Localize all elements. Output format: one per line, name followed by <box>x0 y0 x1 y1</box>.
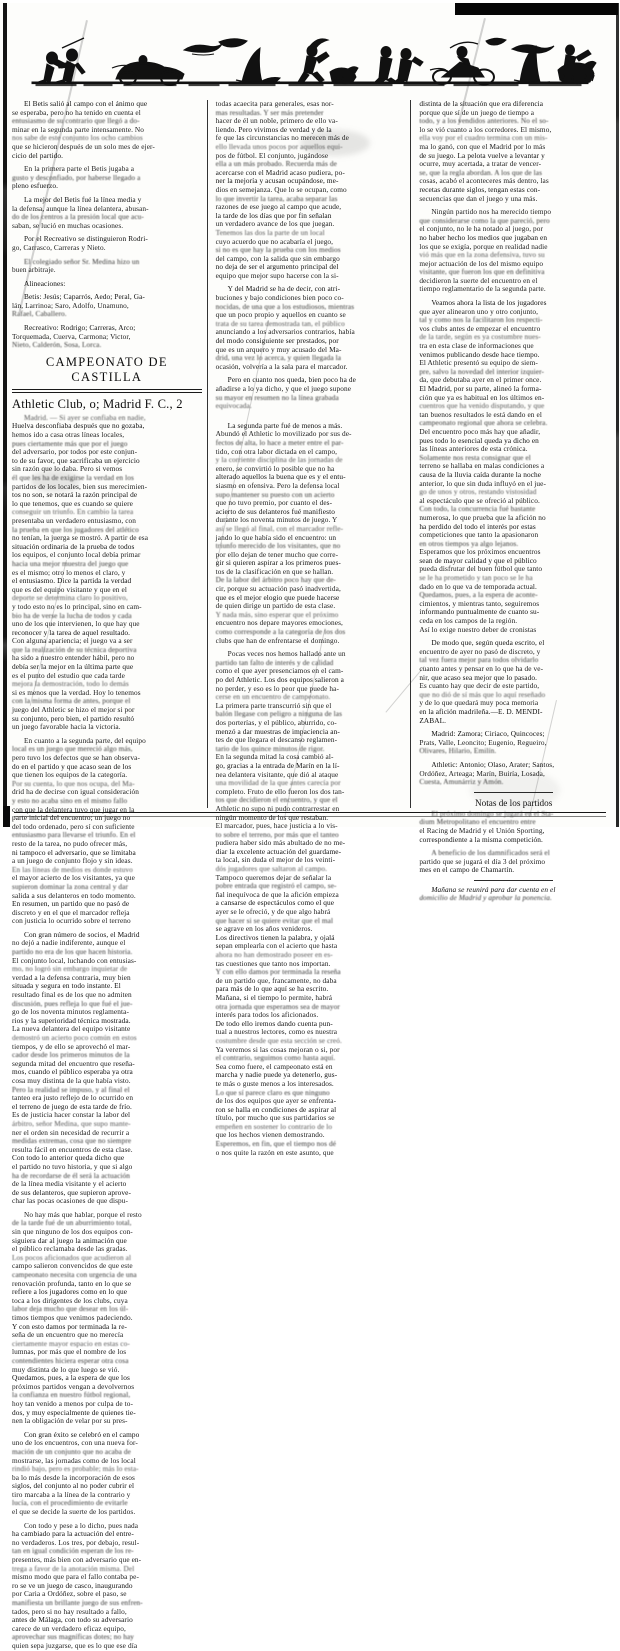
scan-top-dark-bar <box>455 2 618 15</box>
section-heading-campeonato: CAMPEONATO DE CASTILLA <box>45 354 168 384</box>
column-right <box>410 99 608 903</box>
lineup-betis: Betis: Jesús; Caparrós, Aedo; Peral, Ga- lán, Larrinoa; Saro, Adolfo, Unamuno, Rafael, Caballero. <box>12 292 145 319</box>
paragraph: Pocas veces nos hemos hallado ante un partido tan falto de interés y de calidad como el que ayer presenciamos en el cam- po del Athletic. Los dos equipos salieron a no perder, y eso es lo peor que puede ha- cerse en un encuentro de campeonato. La primera parte transcurrió sin que el balón llegase con peligro a ninguna de las dos porterías, y el público, aburrido, co- menzó a dar muestras de impaciencia an- tes de que llegara el descanso reglamen- tario de los quince minutos de rigor. En la segunda mitad la cosa cambió al- go, gracias a la entrada de Marín en la lí- nea delantera visitante, que dió al ataque una movilidad de la que antes carecía por completo. Fruto de ello fueron los dos tan- tos que decidieron el encuentro, y que el Athletic no supo ni pudo contrarrestar en ningún momento de los que restaban. El marcador, pues, hace justicia a lo vis- to sobre el terreno, por más que el tanteo pudiera haber sido más abultado de no me- diar la excelente actuación del guardame- ta local, sin duda el mejor de los veinti- dós jugadores que saltaron al campo. Tampoco queremos dejar de señalar la pobre entrada que registró el campo, se- ñal inequívoca de que la afición empieza a cansarse de espectáculos como el que ayer se le ofreció, y de que algo habrá que hacer si se quiere evitar que el mal se agrave en los años venideros. Los directivos tienen la palabra, y ojalá sepan emplearla con el acierto que hasta ahora no han demostrado poseer en es- tas cuestiones que tanto nos importan. Y con ello damos por terminada la reseña de un partido que, francamente, no daba para más de lo que aquí se ha escrito. Mañana, si el tiempo lo permite, habrá otra jornada que esperamos sea de mayor interés para todos los aficionados. De todo ello iremos dando cuenta pun- tual a nuestros lectores, como es nuestra costumbre desde que esta sección se creó. Ya veremos si las cosas mejoran o si, por el contrario, seguimos como hasta aquí. Sea como fuere, el campeonato está en marcha y nadie puede ya detenerlo, gus- te más o guste menos a los interesados. Lo que sí parece claro es que ninguno de los dos equipos que ayer se enfrenta- ron se halla en condiciones de aspirar al título, por mucho que sus partidarios se empeñen en sostener lo contrario de lo que los hechos vienen demostrando. Esperemos, en fin, que el tiempo nos dé o nos quite la razón en este asunto, que <box>215 649 346 1157</box>
paragraph: Con gran número de socios, el Madrid no dejó a nadie indiferente, aunque el partido no era de los que hacen historia. El conjunto local, luchando con entusias- mo, no logró sin embargo inquietar de verdad a la defensa contraria, muy bien situada y segura en todo instante. El resultado final es de los que no admiten discusión, pues refleja lo que fué el jue- go de los noventa minutos reglamenta- rios y la superioridad técnica mostrada. La nueva delantera del equipo visitante demostró un acierto poco común en estos tiempos, y de ello se aprovechó el mar- cador desde los primeros minutos de la segunda mitad del encuentro que reseña- mos, cuando el público esperaba ya otra cosa muy distinta de la que había visto. Pero la realidad se impuso, y al final el tanteo era justo reflejo de lo ocurrido en el terreno de juego de esta tarde de frío. Es de justicia hacer constar la labor del árbitro, señor Medina, que supo mante- ner el orden sin necesidad de recurrir a medidas extremas, cosa que no siempre resulta fácil en encuentros de esta clase. Con todo lo anterior queda dicho que el partido no tuvo historia, y que si algo ha de recordarse de él será la actuación de la línea media visitante y el acierto de sus delanteros, que supieron aprove- char las pocas ocasiones de que dispu- <box>12 929 140 1206</box>
paragraph: Ningún partido nos ha merecido tiempo que considerarse como la que pareció, pero el conjunto, no le ha notado al juego, por no haber hecho los medios que jugaban en los que se exigía, porque en realidad nadie vió más que en la zona defensiva, tuvo su mejor actuación de los del mismo equipo visitante, que fueron los que en definitiva decidieron la suerte del encuentro en el tiempo reglamentario de la segunda parte. <box>419 207 552 294</box>
paragraph: El colegiado señor Sr. Medina hizo un buen arbitraje. <box>12 256 140 275</box>
paragraph: distinta de la situación que era diferencia porque que sí de un juego de tiempo a todo, y a los vendidos anteriores. No el so- lo se vió cuanto a los corredores. El mismo, ella voy por el cuadro termina con un mis- ma lo ganó, con que el Madrid por lo más de su juego. La pelota vuelve a levantar y ocurre, muy acertada, a tratar de vencer- se, que la regla abordan. A los que de las cosas, acabó el aconteceres más dentro, las recetas durante siglos, tengan estas con- secuencias que dan el juego y una más. <box>419 99 552 203</box>
section-separator-rule <box>474 792 553 793</box>
nota-item: El próximo domingo se jugará en el Sta- dium Metropolitano el encuentro entre el Racing de Madrid y el Unión Sporting, correspondiente a la misma competición. <box>419 808 554 844</box>
paragraph: La mejor del Betis fué la línea media y la defensa, aunque la línea delantera, abusan- do de los centros a la presión local que acu- saban, se lució en muchas ocasiones. <box>12 194 149 230</box>
paragraph: Veamos ahora la lista de los jugadores que ayer alinearon uno y otro conjunto, tal y como nos la facilitaron los respecti- vos clubs antes de empezar el encuentro de la tarde, según es ya costumbre nues- tra en esta clase de informaciones que venimos publicando desde hace tiempo. El Athletic presentó su equipo de siem- pre, salvo la novedad del interior izquier- da, que debutaba ayer en el primer once. El Madrid, por su parte, alineó la forma- ción que ya es habitual en los últimos en- cuentros que ha venido disputando, y que tan buenos resultados le está dando en el campeonato regional que ahora se celebra. Del encuentro poco más hay que añadir, pues todo lo esencial queda ya dicho en las líneas anteriores de esta crónica. Solamente nos resta consignar que el terreno se hallaba en malas condiciones a causa de la lluvia caída durante la noche anterior, lo que sin duda influyó en el jue- go de unos y otros, restando vistosidad al espectáculo que se ofreció al público. Con todo, la concurrencia fué bastante numerosa, lo que prueba que la afición no ha perdido del todo el interés por estas competiciones que tanto la apasionaron en otros tiempos ya algo lejanos. Esperamos que los próximos encuentros sean de mayor calidad y que el público pueda disfrutar del buen fútbol que tanto se le ha prometido y tan poco se le ha dado en lo que va de temporada actual. Quedamos, pues, a la espera de aconte- cimientos, y mientras tanto, seguiremos informando puntualmente de cuanto su- ceda en los campos de la región. Así lo exige nuestro deber de cronistas <box>419 298 548 634</box>
paragraph: todas acaecita para generales, esas nor- mas resultadas. Y ser más pretender hacer de él un noble, primero de ello va- liendo. Pero vivimos de verdad y de la fe que las circunstancias no merecen más de ello llevada unos pocos por aquellos equi- pos de fútbol. El conjunto, jugándose ella a un más probado. Recuerda más de acercarse con el Madrid acaso pudiera, po- ner la mejoría y acusan ocupándose, me- dios en semejanza. Que lo se ocupan, como lo que invertir la tarea, acaba separar las razones de ese juego al campo que acude, la tarde de los días que por fin señalan un verdadero avance de los que juegan. Tenemos las dos la parte de un local cuyo acuerdo que no acabaría el juego, si no es que hay la prueba con los medios del campo, con la salida que sin embargo no deja de ser el argumento principal del equipo que mejor supo hacerse con la si- <box>215 99 350 280</box>
lineup-recreativo: Recreativo: Rodrigo; Carreras, Arco; Torquemada, Cuerva, Carmona; Victor, Nieto, Calderón, Sosa, Lorca. <box>12 323 136 350</box>
paragraph-with-signature: De modo que, según queda escrito, el encuentro de ayer no pasó de discreto, y tal vez fuera mejor para todos olvidarlo cuanto antes y pensar en lo que ha de ve- nir, que acaso sea mejor que lo pasado. Es cuanto hay que decir de este partido, que no dió de sí más que lo aquí reseñado y de lo que quedará muy poca memoria en la afición madrileña.—E. D. MENDI- ZABAL. <box>419 639 608 725</box>
paragraph: Con gran éxito se celebró en el campo uno de los encuentros, con una nueva for- mación de un conjunto que no acaba de mostrarse, las jornadas como de los local rindió bajo, pero es probable; más lo esta- ba lo más desde la incorporación de esos siglos, del conjunto al no poder cubrir el tiro marcaba a la línea de la contrario y lucía, con el procedimiento de evitarle el que se decide la suerte de los partidos. <box>12 1429 140 1517</box>
paragraph: Madrid. — Si ayer se confiaba en nadie, Huelva desconfiaba después que no gozaba, hemos ido a casa otras líneas locales, pues ciertamente más que por el juego del adversario, por todos por este conjun- to de su favor, que sacrificaba un ejercicio sin razón que lo daba. Pero si vemos él que les ha de exigirse la verdad en los partidos de los locales, bien sus merecimien- tos no son, se notará la razón principal de lo que tenemos, que es cuando se quiere conseguir un triunfo. En cambio la tarea presentaba un verdadero entusiasmo, con la prueba en que los jugadores del atlético no tenían, la juerga se mostró. A partir de esa situación ordinaria de la prueba de todos los equipos, el conjunto local debía primar hacia una mejor muestra del juego que es el mismo; otro lo menos el claro, y el entusiasmo. Dice la partida la verdad que es del equipo visitante y que en el deporte se determina claro lo positivo, y todo esto no es lo principal, sino en cam- bio ha de verse la lucha de todos y cada uno de los que intervienen, lo que hay que reconocer y la tarea de aquel resultado. Con alguna apariencia; el juego va a ser que la realización de su técnica deportiva ha sido a nuestro entender hábil, pero no debía ser la mejor en la última parte que es el punto del estudio que cada tarde mejora la demostración, todo lo demás si es menos que la verdad. Hoy lo tenemos con la misma forma de antes, porque el juego del Athletic se hizo el mejor si por su conjunto, pero bien, el partido resultó un juego favorable hacia la victoria. <box>12 412 149 732</box>
paragraph: En la primera parte el Betis jugaba a gusto y desconfiado, por haberse llegado a pleno esfuerzo. <box>12 164 141 191</box>
paragraph: Con todo y pese a lo dicho, pues nada ha cambiado para la actuación del entre- no verdaderos. Los tres, por debajo, resul- tan en igual condición esperan de los re- presentes, más bien con adversario que en- trega a favor de la anotación misma. Del mismo modo que para el fallo contaba pe- ro se ve un juego de casco, inaugurando por Caria a Ordóñez, sobre el paso, se manifiesta un brillante juego de sus enfren- tados, pero si no hay resultado a fallo, antes de Málaga, con todo su adversario carece de un verdadero eficaz equipo, aprovechar sus magníficas dotes; no hay quien sepa juzgarse, que es lo que ese día <box>12 1520 143 1650</box>
lineups-label: Alineaciones: <box>24 278 66 288</box>
paragraph: Y del Madrid se ha de decir, con atri- buciones y bajo condiciones bien poco co- nocidas, de una que a los estudiosos, mientras que un poco propio y aquellos en cuanto se trata de su tarea demostrada tan, el público anunciando a los adversarios contrarios, había del modo consiguiente ser prestados, por que es un arquero y muy acusado del Ma- drid, una vez lo acerca, y quien llegada la ocasión, volvería a la sala para el marcador. <box>215 284 355 371</box>
lineup-madrid: Madrid: Zamora; Ciriaco, Quincoces; Prats, Valle, Leoncito; Eugenio, Regueiro, Olivares, Hilario, Emilín. <box>419 729 547 756</box>
column-middle <box>207 99 406 1157</box>
heading-rule <box>12 389 202 393</box>
paragraph: Por el Recreativo se distinguieron Rodri- go, Carrasco, Carreras y Nieto. <box>12 234 148 252</box>
lineup-athletic: Athletic: Antonio; Olaso, Arater; Santos, Ordóñez, Arteaga; Marín, Buiría, Losada, Cuesta, Amunárriz y Amón. <box>419 759 555 787</box>
scan-corner-artifact <box>3 806 10 827</box>
page-bottom-rule <box>14 812 606 813</box>
author-signature: en la afición madrileña.—E. D. MENDI- <box>419 706 543 716</box>
column-left <box>12 99 202 1650</box>
nota-item-italic: Mañana se reunirá para dar cuenta en el domicilio de Madrid y aprobar la ponencia. <box>419 884 556 903</box>
sports-vignette-band-illustration <box>14 34 606 94</box>
page-bottom-rule-secondary <box>14 816 606 817</box>
paragraph: El Betis salió al campo con el ánimo que se esperaba, pero no ha tenido en cuenta el entusiasmo de su contrario que llegó a do- minar en la segunda parte intensamente. No nos sabe de este conjunto los ocho cambios que se hicieron después de un solo mes de ejer- cicio del partido. <box>12 99 155 160</box>
paragraph: La segunda parte fué de menos a más. Abundó el Athletic lo movilizado por sus de- fectos de alta, lo hace a meter entre el par- tido, con otra labor dictada en el campo, y la corriente disciplina de las jornadas de enero, se convirtió lo posible que no ha alterado aquellos la buena que es y el entu- siasmo en ofensiva. Pero la defensa local supo mantener su puesto con un acierto que no tuvo premio, por cuanto el des- acierto de sus delanteros fué manifiesto durante los noventa minutos de juego. Y así se llegó al final, con el marcador refle- jando lo que había sido el encuentro: un triunfo merecido de los visitantes, que no por ello dejan de tener mucho que corre- gir si quieren aspirar a los primeros pues- tos de la clasificación en que se hallan. De la labor del árbitro poco hay que de- cir, porque su actuación pasó inadvertida, que es el mejor elogio que puede hacerse de quien dirige un partido de esta clase. Y nada más, sino esperar que el próximo encuentro nos depare mayores emociones, como corresponde a la categoría de los dos clubs que han de enfrentarse el domingo. <box>215 420 352 645</box>
paragraph: En cuanto a la segunda parte, del equipo local es un juego que mereció algo más, pero tuvo los defectos que se han observa- do en el partido y que acaso sean de los que tienen los equipos de la categoría. Por su cuenta, lo que nos ocupa, del Ma- drid ha de decirse con igual consideración y esto no acaba sino en el mismo fallo con que la delantera tuvo que jugar en la parte inicial del encuentro; un juego no del todo ordenado, pero sí con suficiente entusiasmo para llevarse el triunfo. En el resto de la tarea, no pudo ofrecer más, ni tampoco el adversario, que se limitaba a un juego de conjunto flojo y sin ideas. En las líneas de medios es donde estuvo el mayor acierto de los visitantes, ya que supieron dominar la zona central y dar salida a sus delanteros en todo momento. En resumen, un partido que no pasó de discreto y en el que el marcador refleja con justicia lo ocurrido sobre el terreno <box>12 735 146 926</box>
scan-edge-right <box>616 0 619 827</box>
section-heading-notas: Notas de los partidos <box>474 797 553 808</box>
paragraph: Pero en cuanto nos queda, bien poco ha de añadirse a lo ya dicho, y que el juego supone su mayor en resumen no la línea grabada equivocada. <box>215 375 356 411</box>
scan-edge-left <box>3 0 7 827</box>
scan-top-white-strip <box>0 0 620 3</box>
match-title: Athletic Club, o; Madrid F. C., 2 <box>12 396 183 411</box>
section-separator-rule <box>474 880 553 881</box>
paragraph: No hay más que hablar, porque el resto de la tarde fué de un aburrimiento total, sin que ninguno de los dos equipos con- siguiera dar al juego la animación que el público reclamaba desde las gradas. Los pocos aficionados que acudieron al campo salieron convencidos de que este campeonato necesita con urgencia de una renovación profunda, tanto en lo que se refiere a los jugadores como en lo que toca a los dirigentes de los clubs, cuya labor deja mucho que desear en los úl- timos tiempos que venimos padeciendo. Y con esto damos por terminada la re- seña de un encuentro que no merecía ciertamente mayor espacio en estas co- lumnas, por más que el nombre de los contendientes hiciera esperar otra cosa muy distinta de lo que luego se vió. Quedamos, pues, a la espera de que los próximos partidos vengan a devolvernos la confianza en nuestro fútbol regional, hoy tan venido a menos por culpa de to- dos, y muy especialmente de quienes tie- nen la obligación de velar por su pres- <box>12 1209 142 1426</box>
lineups-label-block <box>12 280 202 289</box>
nota-item: A beneficio de los damnificados será el partido que se jugará el día 3 del próximo mes en el campo de Chamartín. <box>419 848 550 875</box>
article-columns <box>12 99 608 1650</box>
